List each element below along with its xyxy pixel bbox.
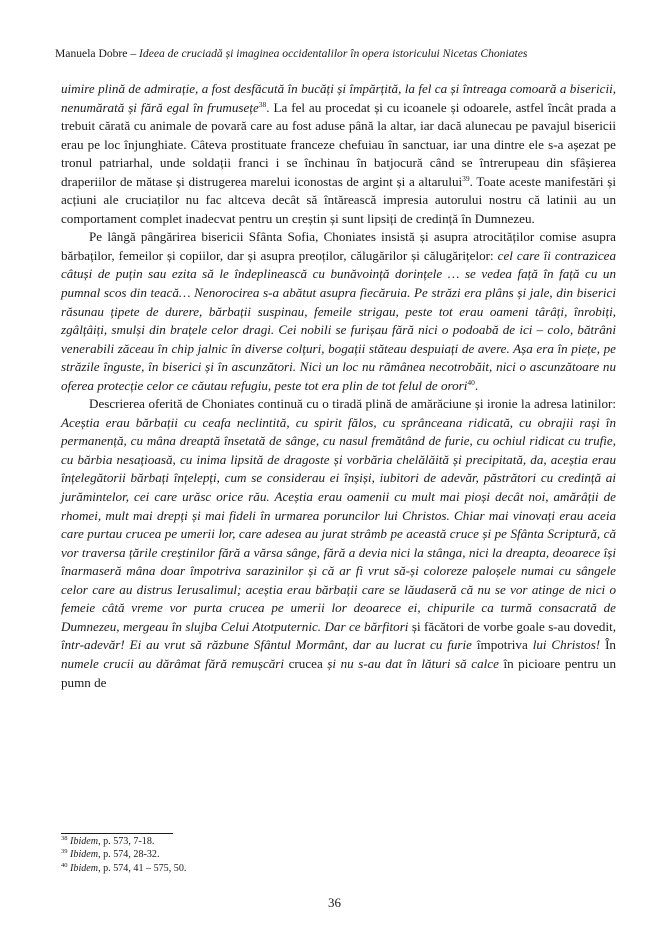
header-author: Manuela Dobre bbox=[55, 47, 128, 60]
footnote-number: 38 bbox=[61, 835, 68, 842]
footnote-divider bbox=[61, 833, 173, 834]
paragraph-text: crucea bbox=[288, 655, 328, 671]
quote-text: cel care îi contrazicea câtuși de puțin sau ezita să le îndeplinească cu bunăvoință dorințele … se vedea față în față cu un pumnal scos din teacă… Nenorocirea s-a abătut asupra fiecăruia. Pe străzi era plâns și jale, din biserici răsunau țipete de durere, bărbații suspinau, femeile strigau, peste tot erau oameni târâți, înrobiți, zgâlțâiți, smulși din brațele celor dragi. Cei nobili se furișau fără nici o podoabă de ici – colo, bătrâni venerabili zăceau în chip jalnic în diverse colțuri, bogații stăteau despuiați de avere. Așa era în piețe, pe străzile înguste, în biserici și în ascunzători. Nici un loc nu rămânea necotrobăit, nici o ascunzătoare nu oferea protecție celor ce căutau refugiu, peste tot era plin de tot felul de orori bbox=[61, 247, 616, 393]
footnote-ref: Ibidem bbox=[70, 862, 99, 874]
footnote-location: , p. 574, 28-32. bbox=[98, 849, 160, 861]
footnote-ref: Ibidem bbox=[70, 849, 99, 861]
footnote-number: 39 bbox=[61, 848, 68, 856]
paragraph-text: . La fel au procedat și cu icoanele și odoarele, astfel încât prada a trebuit cărată cu animale de povară care au fost aduse până la altar, iar dacă alunecau pe pavajul bisericii erau pe loc înjunghiate. Câteva prostituate franceze chefuiau în sanctuar, iar una dintre ele s-a așezat pe tronul patriarhal, unde soldații franci i se închinau în batjocură când se întrerupeau din sfâșierea draperiilor de mătase și distrugerea marelui iconostas de argint și a altarului bbox=[61, 99, 617, 189]
paragraph-text: Descrierea oferită de Choniates continuă cu o tiradă plină de amărăciune și ironie la adresa latinilor: bbox=[89, 396, 616, 412]
paragraph-text: În bbox=[600, 637, 616, 653]
footnote-ref-39: 39 bbox=[462, 173, 470, 183]
paragraph-3 bbox=[61, 395, 616, 692]
footnotes bbox=[61, 835, 186, 875]
paragraph-1 bbox=[61, 80, 616, 228]
footnote-38 bbox=[61, 835, 186, 848]
footnote-40 bbox=[61, 862, 186, 875]
footnote-number: 40 bbox=[61, 861, 68, 869]
quote-text: , într-adevăr! bbox=[61, 618, 617, 653]
quote-text: numele crucii au dărâmat fără remușcări bbox=[61, 655, 289, 671]
quote-text: și nu s-au dat în lături să calce bbox=[327, 655, 504, 671]
page-number: 36 bbox=[328, 895, 341, 910]
running-header bbox=[55, 47, 615, 60]
footnote-ref-38: 38 bbox=[258, 99, 267, 109]
footnote-location: , p. 573, 7-18. bbox=[98, 836, 155, 847]
body-text bbox=[61, 80, 616, 692]
quote-text: lui Christos! bbox=[532, 637, 601, 653]
paragraph-text: . bbox=[474, 377, 479, 393]
header-separator: – bbox=[127, 47, 140, 60]
paragraph-text: și făcători de vorbe goale s-au dovedit bbox=[411, 618, 613, 634]
paragraph-text: în picioare pentru un pumn de bbox=[61, 655, 616, 690]
footnote-ref: Ibidem bbox=[70, 836, 99, 847]
footnote-ref-40: 40 bbox=[467, 377, 475, 387]
quote-text: uimire plină de admirație, a fost desfăcută în bucăți și împărțită, la fel ca și întreaga comoară a bisericii, nenumărată și fără egal în frumusețe bbox=[61, 81, 616, 115]
paragraph-2 bbox=[61, 228, 616, 395]
paragraph-text: . Toate aceste manifestări și acțiuni ale cruciaților nu fac altceva decât să întărească impresia autorului nostru că latinii au un comportament complet inadecvat pentru un creștin și sunt lipsiți de credință în Dumnezeu. bbox=[61, 173, 617, 226]
footnote-location: , p. 574, 41 – 575, 50. bbox=[98, 862, 187, 874]
footnote-39 bbox=[61, 848, 186, 861]
quote-text: Aceștia erau bărbații cu ceafa neclintită, cu spirit fălos, cu sprânceana ridicată, cu obrajii rași în permanență, cu mâna dreaptă însetată de sânge, cu nasul fremătând de furie, cu ochiul ridicat cu trufie, cu bărbia nesațioasă, cu inima lipsită de dragoste și vorbăria chelălăită și precipitată, da, aceștia erau înțelegătorii bărbați înțelepți, cum se considerau ei înșiși, iubitori de adevăr, păstrători cu credință ai jurămintelor, cei care urăsc orice rău. Aceștia erau oamenii cu mult mai pioși decât noi, amărâții de rhomei, mult mai drepți și mai fideli în urmarea poruncilor lui Christos. Chiar mai vinovați erau aceia care purtau crucea pe umerii lor, care adesea au jurat strâmb pe această cruce și pe Sfânta Scriptură, că vor traversa țările creștinilor fără a vărsa sânge, fără a devia nici la stânga, nici la dreapta, deoarece își înarmaseră mâna doar împotriva sarazinilor și că ar fi vrut să-și coloreze paloșele numai cu sângele celor care au distrus Ierusalimul; aceștia erau bărbații care se lăudaseră că nu se vor atinge de nici o femeie câtă vreme vor purta crucea pe umerii lor deoarece ei, chipurile ca turmă consacrată de Dumnezeu, mergeau în slujba Celui Atotputernic. Dar ce bărfitori bbox=[61, 414, 616, 634]
header-title: Ideea de cruciadă și imaginea occidentalilor în opera istoricului Nicetas Choniates bbox=[139, 47, 528, 60]
paragraph-text: Pe lângă pângărirea bisericii Sfânta Sofia, Choniates insistă și asupra atrocităților comise asupra bărbaților, femeilor și copiilor, dar și asupra preoților, călugărilor și călugărițelor: bbox=[61, 229, 616, 263]
quote-text: Ei au vrut să răzbune Sfântul Mormânt, dar au lucrat cu furie bbox=[129, 637, 477, 653]
paragraph-text: împotriva bbox=[476, 637, 533, 653]
